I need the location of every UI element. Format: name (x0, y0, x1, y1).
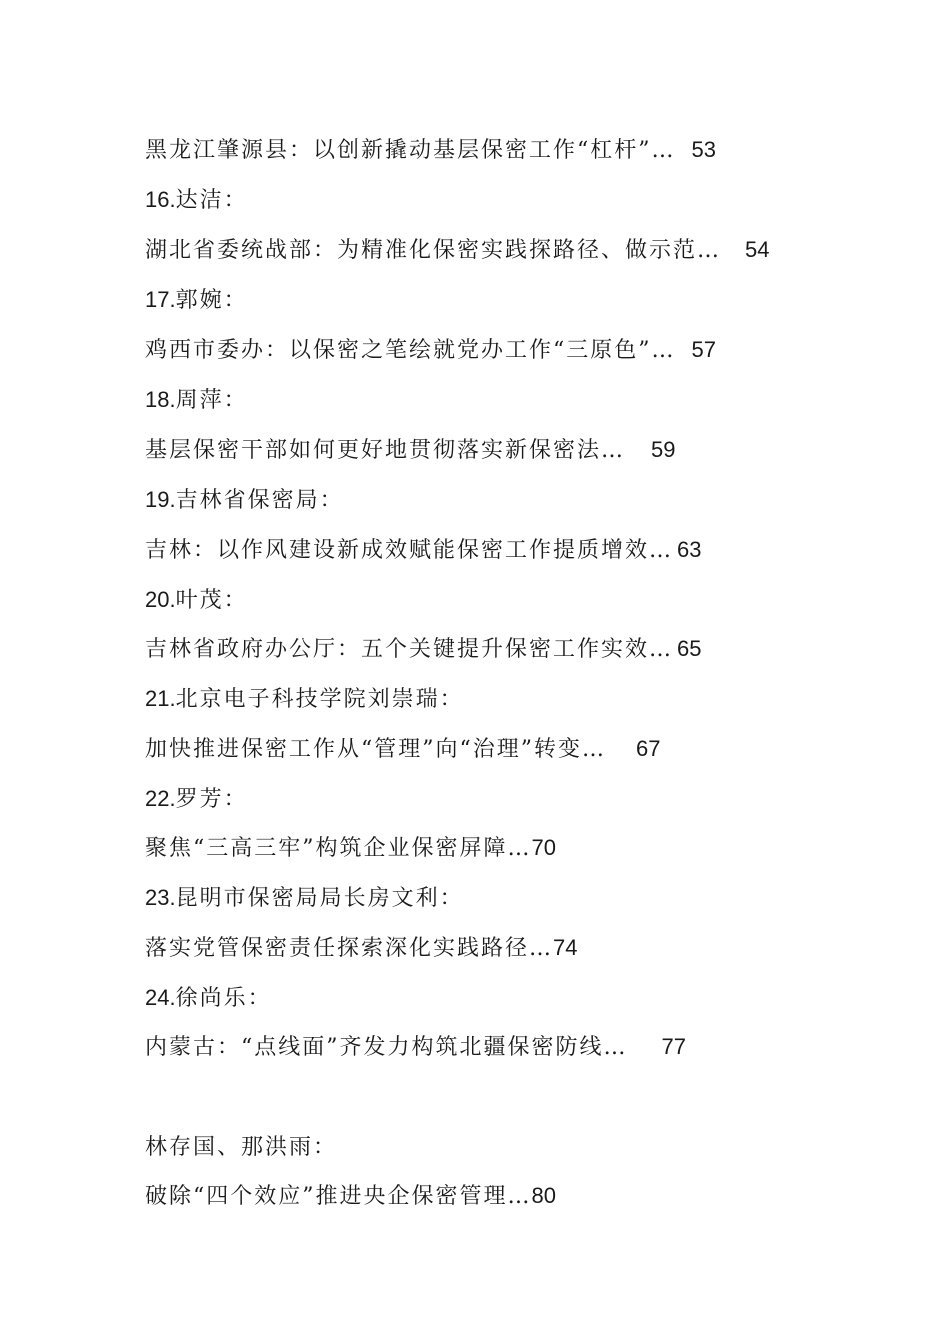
toc-entry-author: 19.吉林省保密局： (145, 487, 344, 513)
toc-page-number: 63 (677, 537, 702, 562)
toc-entry-title: 黑龙江肇源县：以创新撬动基层保密工作“杠杆”… 53 (145, 137, 716, 163)
toc-entry-title: 聚焦“三高三牢”构筑企业保密屏障…70 (145, 835, 556, 861)
toc-entry-title: 加快推进保密工作从“管理”向“治理”转变… 67 (145, 736, 661, 762)
toc-entry-author: 20.叶茂： (145, 587, 248, 613)
toc-entry-author: 24.徐尚乐： (145, 985, 272, 1011)
toc-page-number: 59 (651, 437, 676, 462)
toc-page-number: 77 (661, 1034, 686, 1059)
toc-entry-author: 18.周萍： (145, 387, 248, 413)
toc-entry-title: 鸡西市委办：以保密之笔绘就党办工作“三原色”… 57 (145, 337, 716, 363)
toc-entry-author: 林存国、那洪雨： (145, 1135, 338, 1160)
toc-page-number: 54 (745, 237, 770, 262)
toc-page-number: 74 (553, 935, 578, 960)
toc-entry-title: 湖北省委统战部：为精准化保密实践探路径、做示范… 54 (145, 237, 770, 263)
toc-entry-title: 破除“四个效应”推进央企保密管理…80 (145, 1183, 556, 1209)
toc-entry-author: 17.郭婉： (145, 287, 248, 313)
toc-entry-title: 落实党管保密责任探索深化实践路径…74 (145, 935, 578, 961)
toc-page-number: 67 (636, 736, 661, 761)
toc-entry-title: 吉林省政府办公厅：五个关键提升保密工作实效… 65 (145, 636, 702, 662)
toc-page-number: 53 (691, 137, 716, 162)
toc-entry-author: 23.昆明市保密局局长房文利： (145, 885, 464, 911)
toc-entry-title: 吉林：以作风建设新成效赋能保密工作提质增效… 63 (145, 537, 702, 563)
toc-entry-author: 16.达洁： (145, 187, 248, 213)
toc-page-number: 70 (531, 835, 556, 860)
toc-entry-author: 21.北京电子科技学院刘崇瑞： (145, 686, 464, 712)
toc-page-number: 80 (531, 1183, 556, 1208)
toc-page-number: 65 (677, 636, 702, 661)
toc-page-number: 57 (691, 337, 716, 362)
toc-entry-title: 基层保密干部如何更好地贯彻落实新保密法… 59 (145, 437, 676, 463)
toc-entry-title: 内蒙古：“点线面”齐发力构筑北疆保密防线… 77 (145, 1034, 686, 1060)
toc-entry-author: 22.罗芳： (145, 786, 248, 812)
